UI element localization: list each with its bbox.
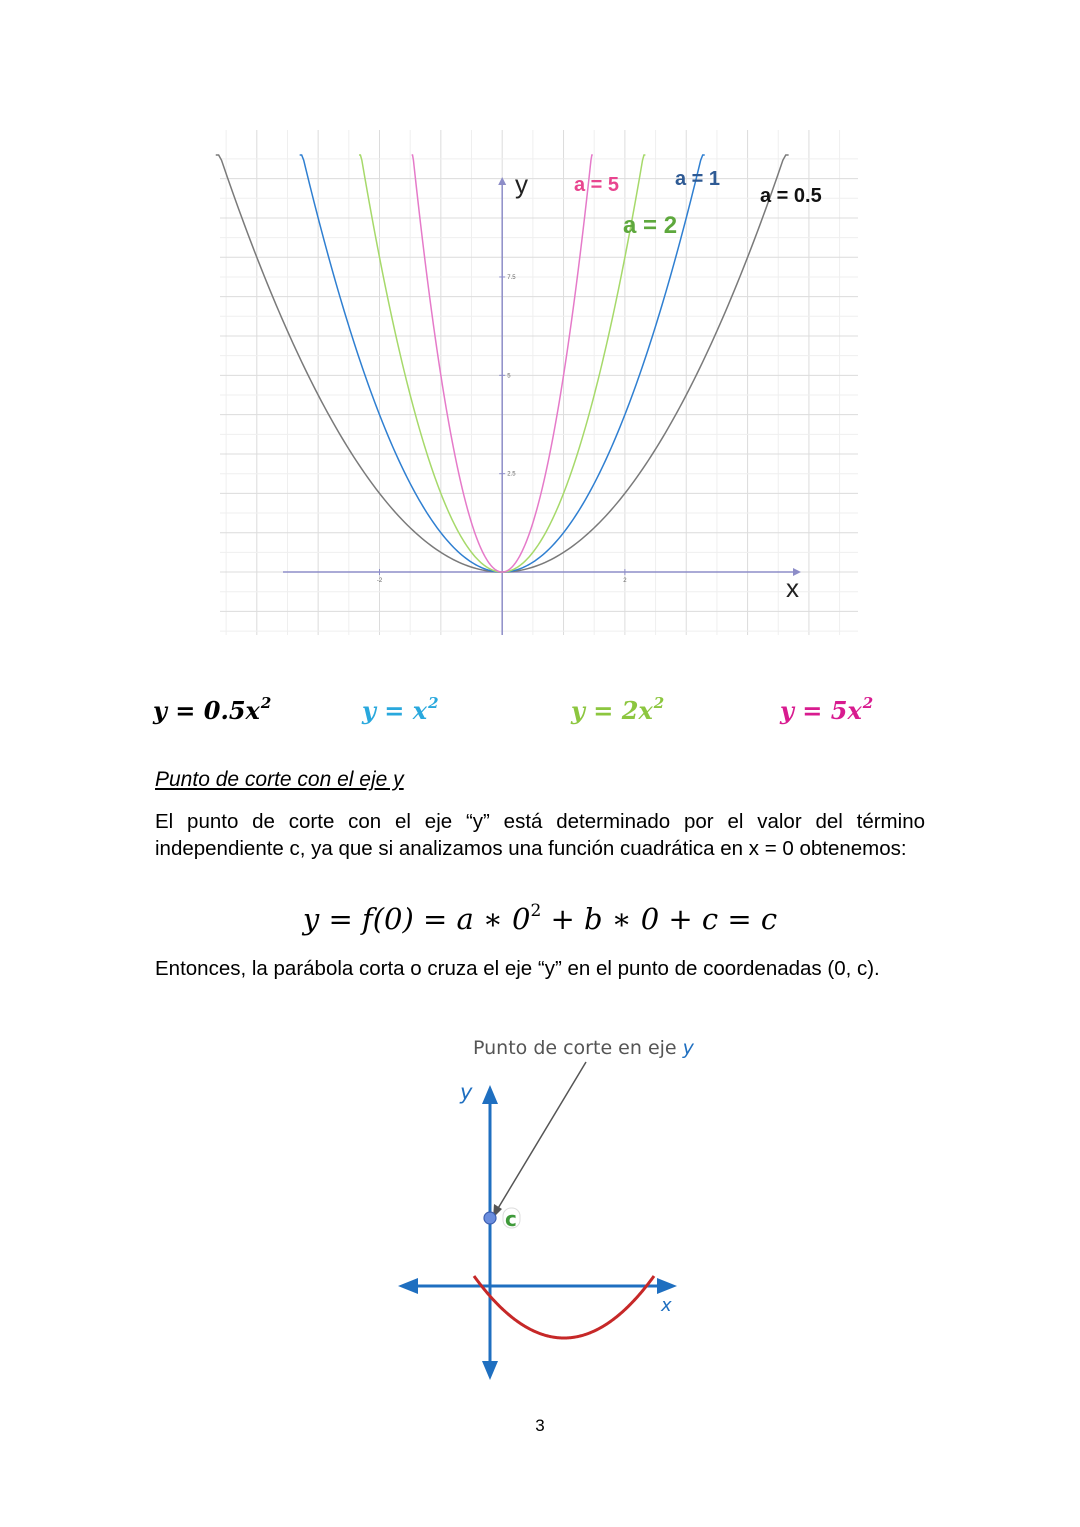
series-label: a = 2 (623, 212, 678, 239)
pointer-line (497, 1062, 586, 1210)
y-tick-label: 5 (507, 373, 511, 380)
y-axis-label: y (515, 169, 528, 199)
equation-a-2: $y = 2x^2$ (571, 694, 665, 725)
intercept-label: c (505, 1207, 517, 1231)
x-tick-label: 2 (623, 578, 627, 585)
y-intercept-diagram (380, 1030, 700, 1390)
equation-a-0-5: $y = 0.5x^2$ (153, 694, 272, 725)
series-label: a = 0.5 (760, 185, 822, 207)
series-label: a = 1 (675, 168, 721, 190)
intercept-point (484, 1212, 496, 1224)
page-number: 3 (535, 1416, 545, 1435)
y-axis-label: y (460, 1080, 473, 1104)
x-axis-arrow-right (657, 1278, 677, 1294)
y-axis-arrow-down (482, 1361, 498, 1380)
section-heading: Punto de corte con el eje y (155, 768, 404, 791)
x-tick-label: -2 (376, 578, 383, 585)
chart-labels (515, 168, 822, 603)
equation-a-1: $y = x^2$ (362, 694, 439, 725)
parabola-family-chart (215, 125, 865, 640)
y-tick-label: 2.5 (507, 471, 516, 478)
x-axis-arrow-left (398, 1278, 418, 1294)
conclusion-text: Entonces, la parábola corta o cruza el eje “y” en el punto de coordenadas (0, c). (155, 957, 880, 980)
y-tick-label: 7.5 (507, 274, 516, 281)
x-axis-label: x (786, 573, 799, 603)
intercept-formula: y = f(0) = a ∗ $0^2 + b$ ∗ 0 + c = c (302, 901, 778, 936)
equation-a-5: $y = 5x^2$ (780, 694, 874, 725)
y-axis-arrow-up (482, 1085, 498, 1104)
explanation-paragraph: El punto de corte con el eje “y” está determinado por el valor del término independiente c, ya que si analizamos una función cuadrática en x = 0 obtenemos: (155, 810, 925, 860)
chart-axes (283, 177, 801, 635)
diagram-title-accent: y (682, 1037, 694, 1059)
x-axis-label: x (661, 1295, 672, 1316)
series-label: a = 5 (574, 174, 620, 196)
diagram-title: Punto de corte en eje y (473, 1037, 694, 1059)
